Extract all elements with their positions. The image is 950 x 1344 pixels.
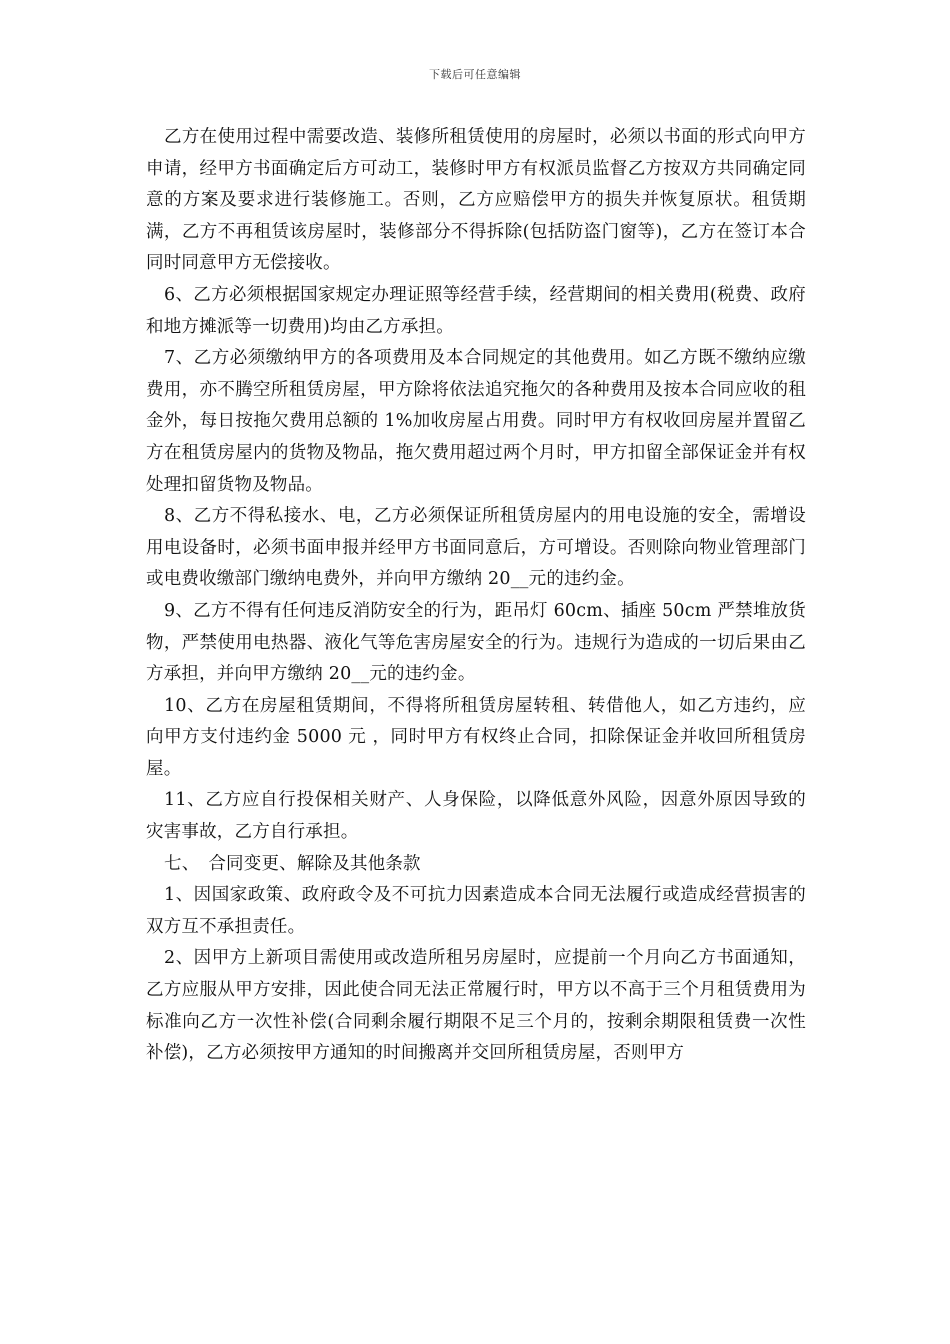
paragraph-clause-9: 9、乙方不得有任何违反消防安全的行为，距吊灯 60cm、插座 50cm 严禁堆放货物，严禁使用电热器、液化气等危害房屋安全的行为。违规行为造成的一切后果由乙方承担，并向甲方缴纳 20__元的违约金。 <box>146 600 806 685</box>
paragraph-clause-11: 11、乙方应自行投保相关财产、人身保险，以降低意外风险，因意外原因导致的灾害事故，乙方自行承担。 <box>146 790 806 843</box>
paragraph-clause-10: 10、乙方在房屋租赁期间，不得将所租赁房屋转租、转借他人，如乙方违约，应向甲方支付违约金 5000 元 ，同时甲方有权终止合同，扣除保证金并收回所租赁房屋。 <box>146 695 806 779</box>
section-heading-seven: 七、 合同变更、解除及其他条款 <box>164 853 421 874</box>
paragraph-clause-6: 6、乙方必须根据国家规定办理证照等经营手续，经营期间的相关费用(税费、政府和地方摊派等一切费用)均由乙方承担。 <box>146 284 806 337</box>
paragraph-clause-8: 8、乙方不得私接水、电，乙方必须保证所租赁房屋内的用电设施的安全，需增设用电设备时，必须书面申报并经甲方书面同意后，方可增设。否则除向物业管理部门或电费收缴部门缴纳电费外，并向甲方缴纳 20__元的违约金。 <box>146 506 806 590</box>
paragraph-change-clause-1: 1、因国家政策、政府政令及不可抗力因素造成本合同无法履行或造成经营损害的双方互不承担责任。 <box>146 885 806 937</box>
paragraph-clause-7: 7、乙方必须缴纳甲方的各项费用及本合同规定的其他费用。如乙方既不缴纳应缴费用，亦不腾空所租赁房屋，甲方除将依法追究拖欠的各种费用及按本合同应收的租金外，每日按拖欠费用总额的 1%加收房屋占用费。同时甲方有权收回房屋并置留乙方在租赁房屋内的货物及物品，拖欠费用超过两个月时，甲方扣留全部保证金并有权处理扣留货物及物品。 <box>146 348 806 495</box>
page-header-note: 下载后可任意编辑 <box>429 68 521 81</box>
paragraph-change-clause-2: 2、因甲方上新项目需使用或改造所租另房屋时，应提前一个月向乙方书面通知，乙方应服从甲方安排，因此使合同无法正常履行时，甲方以不高于三个月租赁费用为标准向乙方一次性补偿(合同剩余履行期限不足三个月的，按剩余期限租赁费一次性补偿)，乙方必须按甲方通知的时间搬离并交回所租赁房屋，否则甲方 <box>146 948 806 1064</box>
document-body <box>146 122 806 1070</box>
paragraph-renovation: 乙方在使用过程中需要改造、装修所租赁使用的房屋时，必须以书面的形式向甲方申请，经甲方书面确定后方可动工，装修时甲方有权派员监督乙方按双方共同确定同意的方案及要求进行装修施工。否则，乙方应赔偿甲方的损失并恢复原状。租赁期满，乙方不再租赁该房屋时，装修部分不得拆除(包括防盗门窗等)，乙方在签订本合同时同意甲方无偿接收。 <box>146 127 806 274</box>
